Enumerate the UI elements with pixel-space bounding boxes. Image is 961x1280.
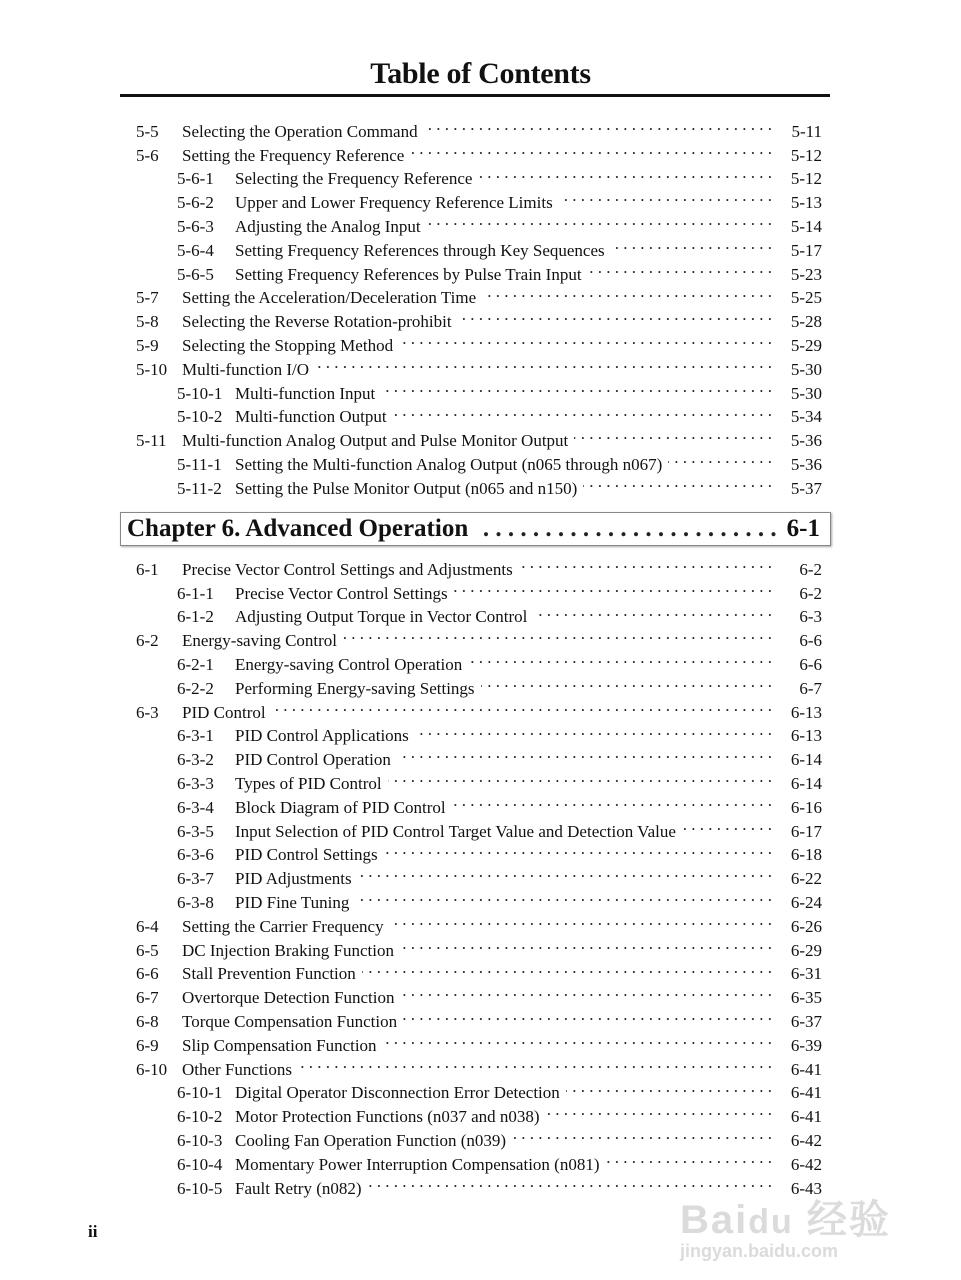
entry-title: Stall Prevention Function	[182, 964, 356, 984]
entry-page: 5-28	[790, 312, 822, 332]
entry-title: Precise Vector Control Settings and Adjustments	[182, 559, 513, 579]
entry-page: 6-6	[799, 654, 822, 674]
entry-title: Torque Compensation Function	[182, 1011, 398, 1031]
dot-leader	[566, 1075, 772, 1099]
entry-title: PID Control Applications	[235, 726, 409, 746]
dot-leader	[611, 232, 772, 256]
entry-title: Multi-function I/O	[182, 359, 310, 379]
entry-page: 6-2	[799, 583, 822, 603]
title-rule	[120, 94, 830, 97]
entry-page: 5-29	[790, 335, 822, 355]
entry-page: 5-25	[790, 288, 822, 308]
entry-page: 6-7	[799, 678, 822, 698]
entry-number: 6-10-1	[177, 1083, 223, 1103]
entry-number: 5-11-2	[177, 478, 222, 498]
entry-page: 5-23	[790, 264, 822, 284]
entry-page: 5-36	[790, 454, 822, 474]
dot-leader	[454, 575, 772, 599]
dot-leader	[315, 351, 772, 375]
entry-title: Multi-function Analog Output and Pulse Monitor Output	[182, 431, 569, 451]
dot-leader	[358, 860, 772, 884]
entry-title: PID Fine Tuning	[235, 892, 350, 912]
entry-number: 5-6-4	[177, 240, 214, 260]
dot-leader	[381, 375, 772, 399]
entry-number: 5-10-1	[177, 383, 223, 403]
dot-leader	[427, 208, 772, 232]
dot-leader	[468, 646, 772, 670]
entry-number: 6-5	[136, 940, 159, 960]
entry-title: Multi-function Input	[235, 383, 376, 403]
entry-title: Selecting the Operation Command	[182, 121, 418, 141]
entry-page: 6-14	[790, 773, 822, 793]
entry-title: Selecting the Stopping Method	[182, 335, 394, 355]
entry-title: PID Control	[182, 702, 266, 722]
entry-page: 5-34	[790, 407, 822, 427]
dot-leader	[399, 327, 772, 351]
dot-leader	[298, 1051, 772, 1075]
entry-title: Input Selection of PID Control Target Value and Detection Value	[235, 821, 676, 841]
entry-title: Fault Retry (n082)	[235, 1178, 362, 1198]
dot-leader	[410, 137, 772, 161]
entry-number: 5-8	[136, 312, 159, 332]
entry-number: 6-3-7	[177, 869, 214, 889]
dot-leader	[355, 884, 772, 908]
entry-number: 6-3-2	[177, 750, 214, 770]
entry-number: 6-6	[136, 964, 159, 984]
dot-leader	[272, 694, 772, 718]
entry-title: PID Control Operation	[235, 750, 391, 770]
entry-page: 6-17	[790, 821, 822, 841]
chapter-heading[interactable]	[120, 512, 831, 546]
entry-page: 6-43	[790, 1178, 822, 1198]
entry-title: Performing Energy-saving Settings	[235, 678, 475, 698]
entry-number: 6-3-1	[177, 726, 214, 746]
entry-number: 6-3	[136, 702, 159, 722]
dot-leader	[478, 161, 772, 185]
entry-number: 6-1	[136, 559, 159, 579]
entry-page: 6-42	[790, 1154, 822, 1174]
entry-number: 5-6-5	[177, 264, 214, 284]
entry-page: 6-22	[790, 869, 822, 889]
entry-title: Setting Frequency References through Key Sequences	[235, 240, 605, 260]
entry-page: 5-36	[790, 431, 822, 451]
watermark-logo: Baidu 经验 jingyan.baidu.com	[680, 1198, 891, 1261]
dot-leader	[482, 280, 772, 304]
entry-title: Setting the Acceleration/Deceleration Time	[182, 288, 477, 308]
entry-page: 6-31	[790, 964, 822, 984]
entry-number: 6-3-8	[177, 892, 214, 912]
watermark-url: jingyan.baidu.com	[680, 1241, 839, 1261]
entry-page: 6-18	[790, 845, 822, 865]
entry-page: 6-41	[790, 1059, 822, 1079]
entry-title: Adjusting the Analog Input	[235, 216, 421, 236]
dot-leader	[583, 470, 772, 494]
dot-leader	[606, 1146, 773, 1170]
entry-title: Precise Vector Control Settings	[235, 583, 448, 603]
dot-leader	[400, 979, 772, 1003]
dot-leader	[362, 956, 772, 980]
entry-number: 6-9	[136, 1035, 159, 1055]
entry-number: 5-9	[136, 335, 159, 355]
entry-page: 6-35	[790, 988, 822, 1008]
entry-page: 6-37	[790, 1011, 822, 1031]
entry-title: Cooling Fan Operation Function (n039)	[235, 1130, 507, 1150]
entry-page: 5-12	[790, 169, 822, 189]
entry-title: PID Adjustments	[235, 869, 352, 889]
entry-number: 6-10-2	[177, 1107, 223, 1127]
dot-leader	[481, 670, 772, 694]
entry-title: Energy-saving Control	[182, 631, 338, 651]
dot-leader	[383, 1027, 772, 1051]
entry-number: 6-10-5	[177, 1178, 223, 1198]
entry-page: 6-26	[790, 916, 822, 936]
dot-leader	[368, 1170, 772, 1194]
entry-title: Slip Compensation Function	[182, 1035, 377, 1055]
entry-number: 6-10	[136, 1059, 168, 1079]
chapter-title: Chapter 6. Advanced Operation	[127, 515, 469, 542]
entry-title: Setting the Multi-function Analog Output (n065 through n067)	[235, 454, 663, 474]
entry-number: 5-10	[136, 359, 168, 379]
entry-page: 6-24	[790, 892, 822, 912]
dot-leader	[424, 113, 772, 137]
entry-number: 6-3-4	[177, 797, 214, 817]
entry-title: Block Diagram of PID Control	[235, 797, 446, 817]
entry-page: 6-3	[799, 607, 822, 627]
page-number: ii	[88, 1222, 98, 1241]
entry-number: 6-10-4	[177, 1154, 223, 1174]
entry-title: Adjusting Output Torque in Vector Control	[235, 607, 528, 627]
entry-page: 6-2	[799, 559, 822, 579]
dot-leader	[452, 789, 772, 813]
dot-leader	[390, 908, 772, 932]
dot-leader	[512, 1122, 772, 1146]
entry-title: Setting Frequency References by Pulse Train Input	[235, 264, 582, 284]
entry-page: 6-13	[790, 702, 822, 722]
entry-page: 6-39	[790, 1035, 822, 1055]
entry-title: Types of PID Control	[235, 773, 382, 793]
entry-title: Momentary Power Interruption Compensation (n081)	[235, 1154, 600, 1174]
entry-number: 5-11-1	[177, 454, 222, 474]
entry-title: Selecting the Reverse Rotation-prohibit	[182, 312, 452, 332]
dot-leader	[533, 599, 772, 623]
entry-number: 5-6-3	[177, 216, 214, 236]
entry-title: Selecting the Frequency Reference	[235, 169, 473, 189]
entry-number: 5-6-1	[177, 169, 214, 189]
toc-entry[interactable]	[136, 113, 822, 141]
entry-number: 6-7	[136, 988, 159, 1008]
entry-number: 6-2-2	[177, 678, 214, 698]
entry-title: Upper and Lower Frequency Reference Limits	[235, 193, 553, 213]
page-title: Table of Contents	[370, 57, 591, 90]
toc-section-chapter-6	[136, 551, 822, 1198]
entry-number: 6-3-5	[177, 821, 214, 841]
entry-page: 5-30	[790, 383, 822, 403]
dot-leader	[415, 718, 772, 742]
entry-title: Digital Operator Disconnection Error Detection	[235, 1083, 560, 1103]
entry-page: 6-41	[790, 1107, 822, 1127]
dot-leader	[559, 184, 772, 208]
dot-leader	[458, 303, 772, 327]
entry-page: 5-30	[790, 359, 822, 379]
dot-leader	[519, 551, 772, 575]
entry-page: 6-16	[790, 797, 822, 817]
entry-number: 6-8	[136, 1011, 159, 1031]
entry-page: 5-11	[791, 121, 822, 141]
dot-leader	[400, 932, 772, 956]
entry-number: 6-10-3	[177, 1130, 223, 1150]
entry-number: 6-1-2	[177, 607, 214, 627]
dot-leader	[682, 813, 772, 837]
entry-page: 6-6	[799, 631, 822, 651]
toc-section-chapter-5	[136, 113, 822, 498]
entry-title: Multi-function Output	[235, 407, 387, 427]
entry-number: 5-11	[136, 431, 167, 451]
dot-leader	[574, 422, 772, 446]
entry-number: 5-5	[136, 121, 159, 141]
entry-page: 5-14	[790, 216, 822, 236]
entry-number: 6-2	[136, 631, 159, 651]
entry-page: 5-17	[790, 240, 822, 260]
entry-number: 6-4	[136, 916, 159, 936]
dot-leader	[393, 399, 772, 423]
dot-leader	[388, 765, 772, 789]
entry-title: Other Functions	[182, 1059, 293, 1079]
entry-number: 6-3-6	[177, 845, 214, 865]
entry-number: 5-6	[136, 145, 159, 165]
entry-number: 5-10-2	[177, 407, 223, 427]
entry-title: Overtorque Detection Function	[182, 988, 395, 1008]
entry-page: 6-41	[790, 1083, 822, 1103]
entry-title: Setting the Pulse Monitor Output (n065 and n150)	[235, 478, 578, 498]
entry-page: 5-12	[790, 145, 822, 165]
entry-title: Energy-saving Control Operation	[235, 654, 463, 674]
entry-page: 5-37	[790, 478, 822, 498]
dot-leader	[668, 446, 772, 470]
entry-title: Setting the Carrier Frequency	[182, 916, 384, 936]
entry-page: 5-13	[790, 193, 822, 213]
entry-page: 6-42	[790, 1130, 822, 1150]
dot-leader	[397, 741, 772, 765]
entry-title: Setting the Frequency Reference	[182, 145, 405, 165]
entry-number: 5-6-2	[177, 193, 214, 213]
chapter-page: 6-1	[786, 515, 820, 542]
entry-number: 6-1-1	[177, 583, 214, 603]
entry-title: PID Control Settings	[235, 845, 378, 865]
entry-page: 6-14	[790, 750, 822, 770]
entry-number: 5-7	[136, 288, 159, 308]
dot-leader	[546, 1098, 772, 1122]
dot-leader	[588, 256, 772, 280]
dot-leader	[403, 1003, 772, 1027]
dot-leader	[384, 837, 772, 861]
entry-page: 6-13	[790, 726, 822, 746]
entry-page: 6-29	[790, 940, 822, 960]
entry-number: 6-2-1	[177, 654, 214, 674]
toc-entry[interactable]	[136, 551, 822, 579]
dot-leader	[343, 622, 772, 646]
entry-title: Motor Protection Functions (n037 and n038)	[235, 1107, 540, 1127]
entry-title: DC Injection Braking Function	[182, 940, 395, 960]
entry-number: 6-3-3	[177, 773, 214, 793]
dot-leader	[478, 515, 776, 543]
